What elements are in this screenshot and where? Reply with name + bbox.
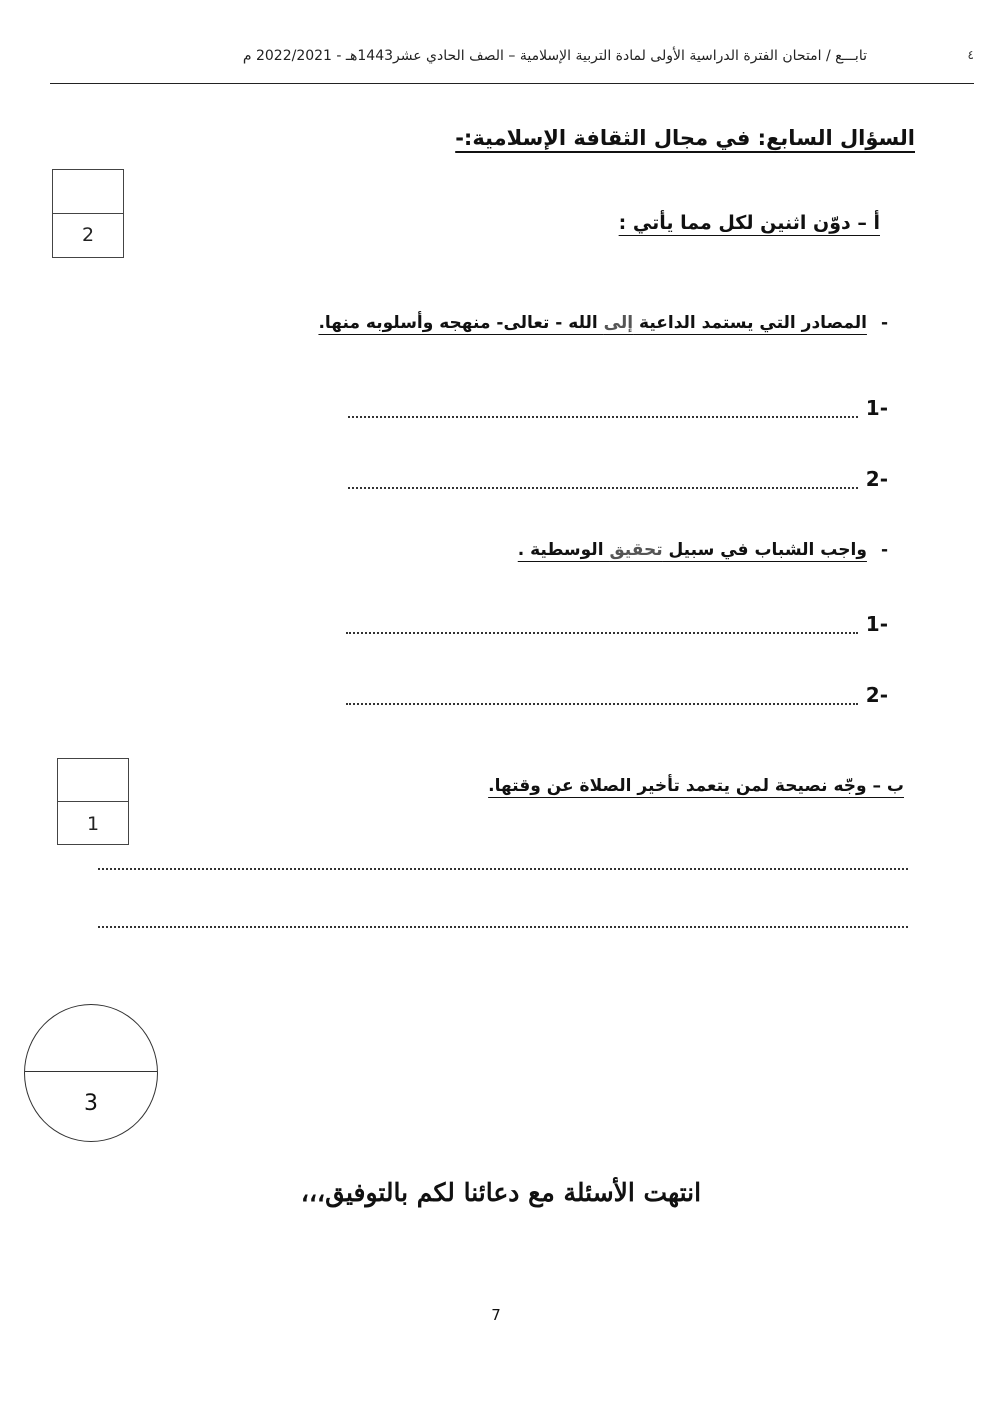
item-text: الله - تعالى- منهجه وأسلوبه منها. [318,313,604,333]
circle-divider [25,1071,157,1072]
dotted-line [348,487,858,489]
item-text: واجب الشباب في سبيل [662,540,867,560]
header-text: تابـــع / امتحان الفترة الدراسية الأولى لمادة التربية الإسلامية – الصف الحادي عشر1443هـ - 2022/2021 م [242,48,867,64]
answer-number: 2- [865,467,888,491]
item-text-highlight: تحقيق [609,540,663,560]
answer-line[interactable] [348,467,888,497]
score-box-divider [58,801,128,802]
part-a-heading: أ – دوّن اثنين لكل مما يأتي : [618,212,880,234]
dotted-line [346,632,858,634]
question-title: السؤال السابع: في مجال الثقافة الإسلامية:- [455,126,915,150]
dotted-line [346,703,858,705]
item-text: الوسطية . [517,540,610,560]
answer-number: 1- [865,396,888,420]
item-dash: - [880,313,888,333]
answer-line[interactable] [348,396,888,426]
part-b-prompt-text: ب – وجّه نصيحة لمن يتعمد تأخير الصلاة عن وقتها. [488,776,904,796]
item-dash: - [880,540,888,560]
part-a-score-box [52,169,124,258]
answer-line[interactable] [346,683,888,713]
answer-line[interactable] [346,612,888,642]
answer-dotted-line[interactable] [98,868,908,870]
answer-number: 2- [865,683,888,707]
item-sources [318,313,888,333]
answer-number: 1- [865,612,888,636]
total-score-circle [24,1004,158,1142]
part-b-score-box [57,758,129,845]
item-youth-duty [518,540,888,560]
part-b-score: 1 [86,813,100,835]
corner-mark: ٤ [967,48,974,62]
page-number: 7 [491,1306,501,1324]
part-b-prompt [488,776,904,796]
dotted-line [348,416,858,418]
header-divider [50,83,974,84]
score-box-divider [53,213,123,214]
answer-dotted-line[interactable] [98,926,908,928]
closing-message: انتهت الأسئلة مع دعائنا لكم بالتوفيق،،، [300,1178,702,1207]
item-text: المصادر التي يستمد الداعية [633,313,867,333]
item-text-highlight: إلى [603,313,634,333]
total-score: 3 [84,1091,98,1116]
part-a-score: 2 [81,224,95,246]
